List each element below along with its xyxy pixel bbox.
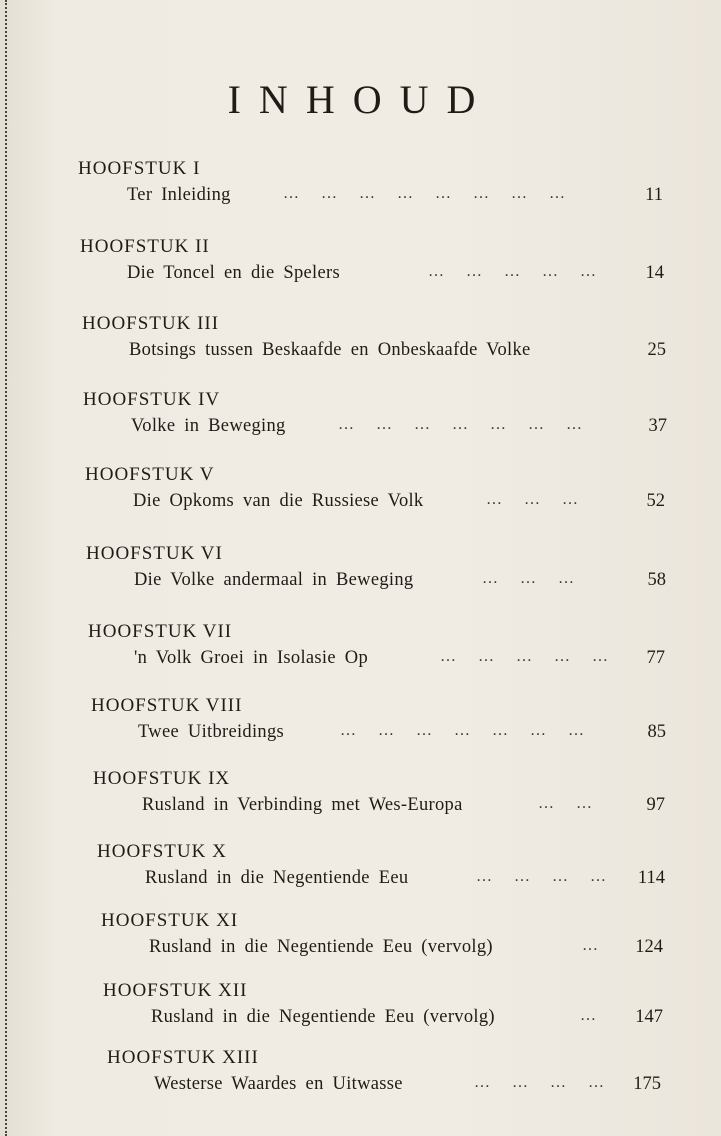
chapter-title: Rusland in die Negentiende Eeu (vervolg) xyxy=(149,937,493,957)
toc-entry[interactable] xyxy=(142,795,665,819)
page-number: 147 xyxy=(635,1007,663,1027)
page-number: 58 xyxy=(647,570,666,590)
toc-entry[interactable] xyxy=(138,722,666,746)
chapter-heading: HOOFSTUK VII xyxy=(88,621,233,642)
toc-entry[interactable] xyxy=(131,416,667,440)
dot-leader: … … … … … … … … xyxy=(283,185,574,202)
chapter-heading: HOOFSTUK X xyxy=(97,841,227,862)
page-number: 25 xyxy=(647,340,666,360)
chapter-heading: HOOFSTUK VIII xyxy=(91,695,243,716)
dot-leader: … xyxy=(582,937,607,954)
dot-leader: … … … xyxy=(482,570,583,587)
toc-entry[interactable] xyxy=(149,937,663,961)
chapter-heading: HOOFSTUK III xyxy=(82,313,220,334)
dot-leader: … … … … xyxy=(476,868,615,885)
chapter-heading: HOOFSTUK I xyxy=(78,158,201,179)
dot-leader: … … xyxy=(538,795,601,812)
chapter-title: Westerse Waardes en Uitwasse xyxy=(154,1074,403,1094)
chapter-title: Botsings tussen Beskaafde en Onbeskaafde Volke xyxy=(129,340,531,360)
chapter-heading: HOOFSTUK XIII xyxy=(107,1047,259,1068)
chapter-heading: HOOFSTUK V xyxy=(85,464,215,485)
chapter-heading: HOOFSTUK IV xyxy=(83,389,221,410)
page-number: 175 xyxy=(633,1074,661,1094)
chapter-title: 'n Volk Groei in Isolasie Op xyxy=(134,648,369,668)
dot-leader: … … … … xyxy=(474,1074,613,1091)
toc-entry[interactable] xyxy=(133,491,665,515)
chapter-title: Twee Uitbreidings xyxy=(138,722,285,742)
chapter-title: Rusland in Verbinding met Wes-Europa xyxy=(142,795,463,815)
chapter-title: Die Volke andermaal in Beweging xyxy=(134,570,414,590)
chapter-heading: HOOFSTUK XI xyxy=(101,910,239,931)
page-edge-rule xyxy=(5,0,7,1136)
chapter-title: Rusland in die Negentiende Eeu (vervolg) xyxy=(151,1007,495,1027)
chapter-title: Volke in Beweging xyxy=(131,416,286,436)
toc-entry[interactable] xyxy=(134,648,665,672)
chapter-heading: HOOFSTUK VI xyxy=(86,543,223,564)
page-number: 85 xyxy=(647,722,666,742)
toc-entry[interactable] xyxy=(145,868,665,892)
page-number: 97 xyxy=(646,795,665,815)
dot-leader: … xyxy=(580,1007,605,1024)
dot-leader: … … … … … xyxy=(428,263,605,280)
dot-leader: … … … xyxy=(486,491,587,508)
page-number: 52 xyxy=(646,491,665,511)
toc-entry[interactable] xyxy=(127,263,664,287)
chapter-title: Die Opkoms van die Russiese Volk xyxy=(133,491,424,511)
chapter-title: Ter Inleiding xyxy=(127,185,231,205)
toc-entry[interactable] xyxy=(129,340,666,364)
toc-entry[interactable] xyxy=(134,570,666,594)
page-number: 124 xyxy=(635,937,663,957)
page-number: 37 xyxy=(648,416,667,436)
page-title: INHOUD xyxy=(227,77,494,122)
page-number: 77 xyxy=(646,648,665,668)
toc-entry[interactable] xyxy=(151,1007,663,1031)
chapter-title: Rusland in die Negentiende Eeu xyxy=(145,868,409,888)
dot-leader: … … … … … … … xyxy=(338,416,591,433)
chapter-title: Die Toncel en die Spelers xyxy=(127,263,340,283)
page-number: 11 xyxy=(645,185,663,205)
chapter-heading: HOOFSTUK II xyxy=(80,236,210,257)
dot-leader: … … … … … xyxy=(440,648,617,665)
toc-entry[interactable] xyxy=(154,1074,661,1098)
toc-entry[interactable] xyxy=(127,185,663,209)
page-number: 114 xyxy=(637,868,665,888)
chapter-heading: HOOFSTUK IX xyxy=(93,768,231,789)
dot-leader: … … … … … … … xyxy=(340,722,593,739)
page-number: 14 xyxy=(645,263,664,283)
chapter-heading: HOOFSTUK XII xyxy=(103,980,248,1001)
